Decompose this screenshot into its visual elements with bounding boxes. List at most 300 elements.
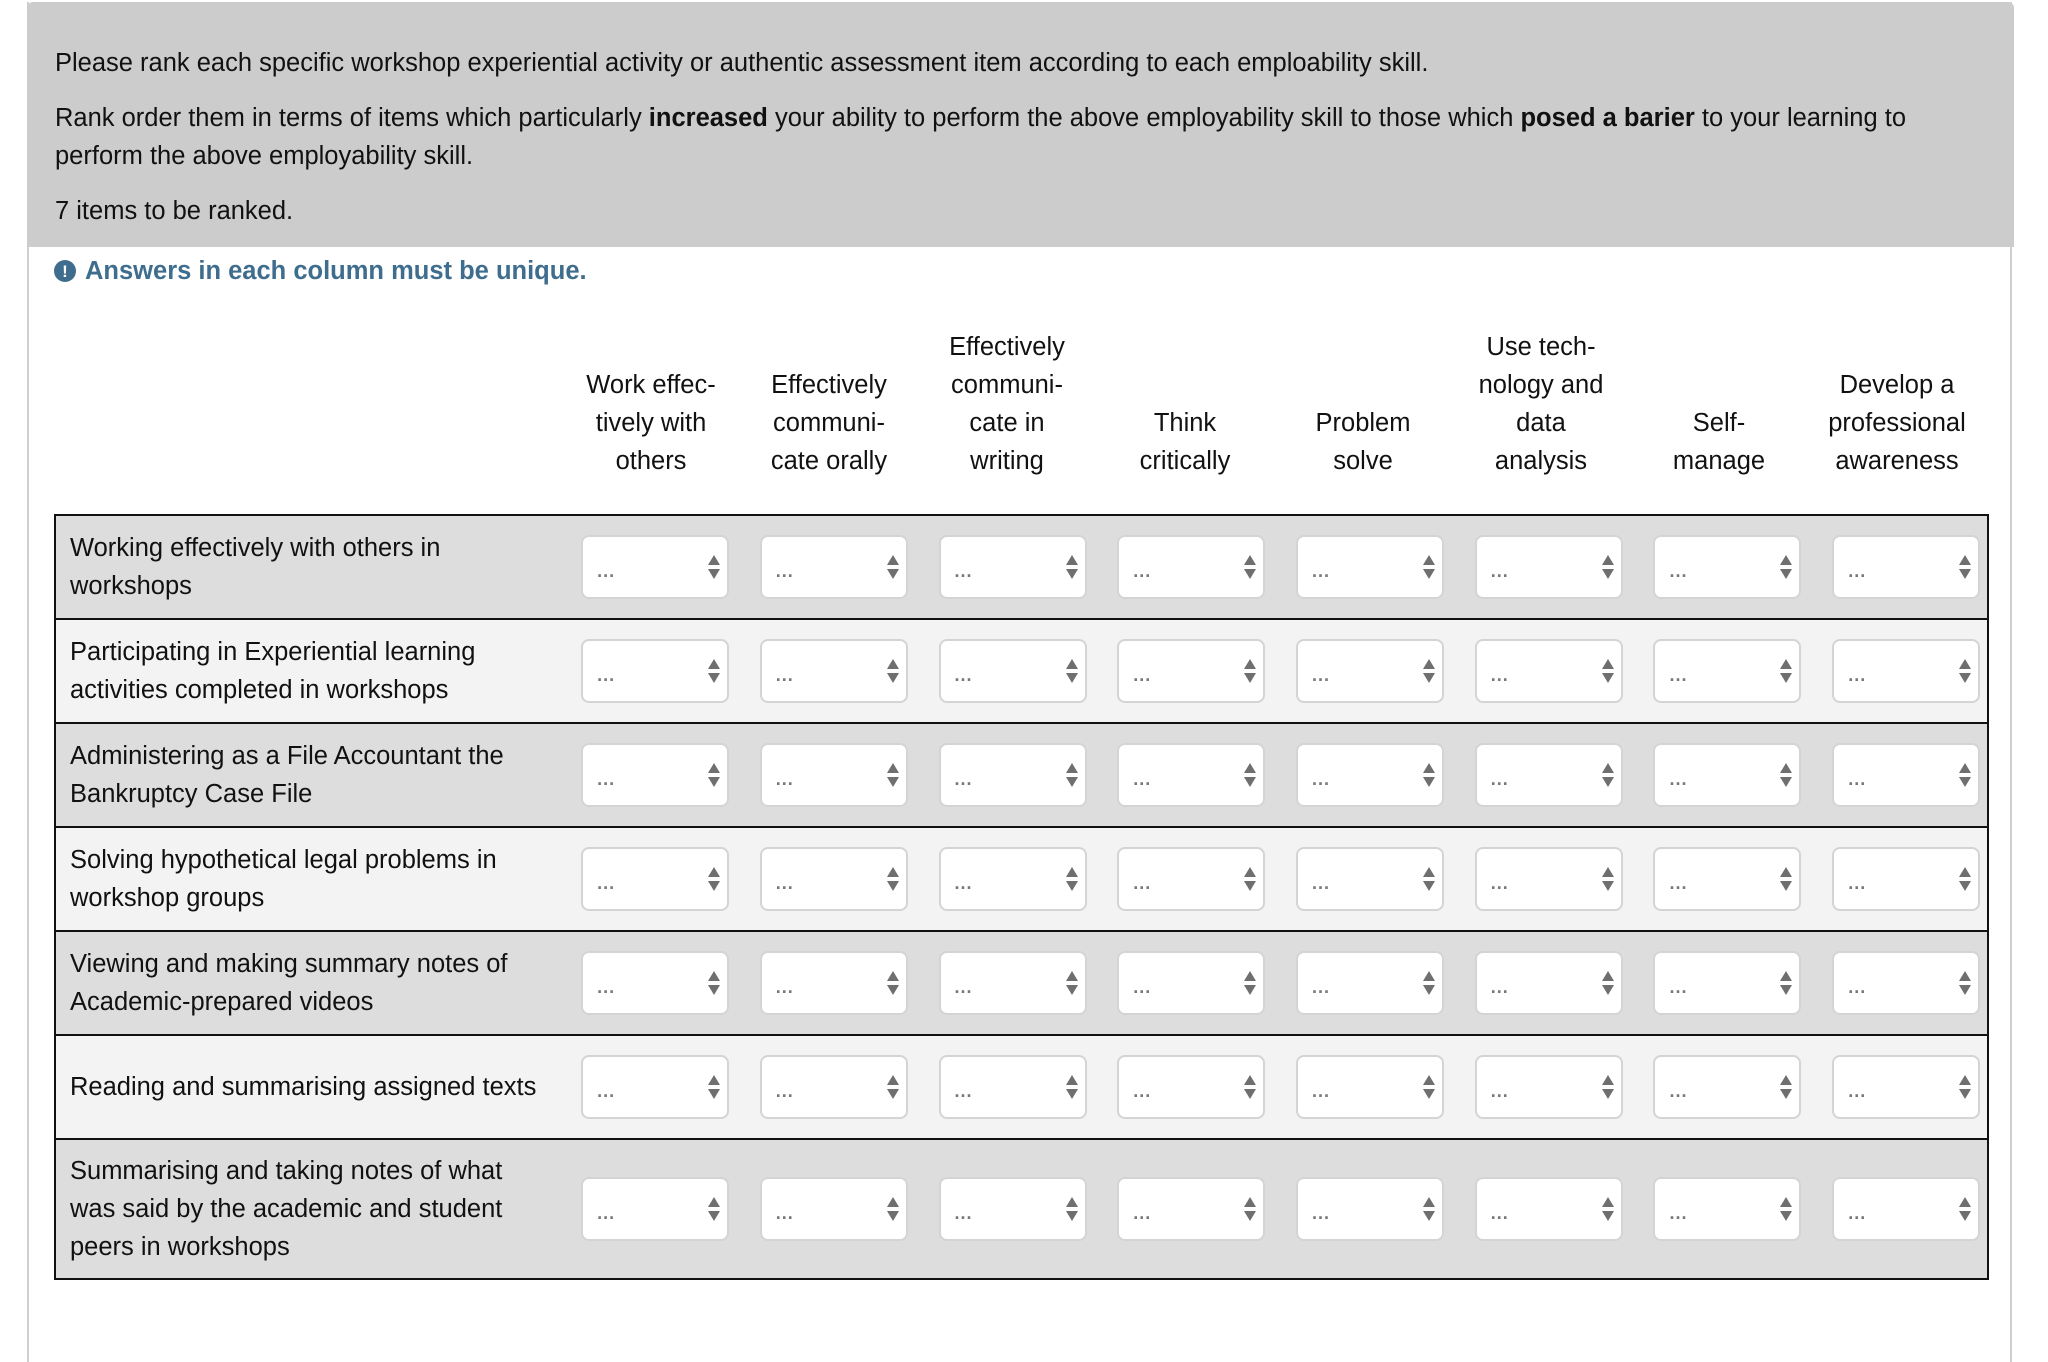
arrow-down-icon — [1423, 985, 1435, 995]
arrow-up-icon — [1423, 555, 1435, 565]
column-header — [744, 330, 914, 480]
up-down-arrows-icon — [1959, 1075, 1970, 1101]
arrow-down-icon — [1780, 1211, 1792, 1221]
instruction-bold-increased: increased — [648, 104, 768, 132]
arrow-up-icon — [1602, 555, 1614, 565]
arrow-up-icon — [887, 971, 899, 981]
rank-cell — [915, 619, 1094, 723]
arrow-down-icon — [1066, 777, 1078, 787]
arrow-down-icon — [1602, 1089, 1614, 1099]
rank-select-value: ... — [1312, 665, 1331, 685]
arrow-down-icon — [708, 1089, 720, 1099]
rank-cell — [1093, 723, 1272, 827]
rank-select-value: ... — [597, 977, 616, 997]
up-down-arrows-icon — [708, 971, 719, 997]
rank-select-value: ... — [597, 665, 616, 685]
up-down-arrows-icon — [1066, 659, 1077, 685]
rank-select-value: ... — [1133, 769, 1152, 789]
column-header-line: writing — [970, 447, 1044, 475]
rank-select-value: ... — [1490, 769, 1509, 789]
column-header — [566, 330, 736, 480]
arrow-up-icon — [708, 971, 720, 981]
rank-cell — [915, 931, 1094, 1035]
rank-cell — [557, 1139, 736, 1279]
arrow-down-icon — [1244, 1211, 1256, 1221]
arrow-up-icon — [1423, 867, 1435, 877]
arrow-up-icon — [1602, 1197, 1614, 1207]
arrow-down-icon — [1423, 1211, 1435, 1221]
arrow-down-icon — [1423, 881, 1435, 891]
arrow-up-icon — [1066, 1075, 1078, 1085]
rank-select-value: ... — [775, 665, 794, 685]
rank-cell — [1808, 931, 1988, 1035]
rank-select-value: ... — [1312, 1081, 1331, 1101]
arrow-down-icon — [708, 985, 720, 995]
rank-select[interactable] — [1832, 847, 1980, 911]
arrow-up-icon — [708, 555, 720, 565]
arrow-down-icon — [887, 777, 899, 787]
rank-select[interactable] — [1832, 639, 1980, 703]
up-down-arrows-icon — [1244, 1075, 1255, 1101]
arrow-up-icon — [1423, 1197, 1435, 1207]
rank-select[interactable] — [1296, 1177, 1444, 1241]
rank-select-value: ... — [1133, 665, 1152, 685]
arrow-up-icon — [1602, 971, 1614, 981]
up-down-arrows-icon — [1066, 1075, 1077, 1101]
rank-cell — [1629, 515, 1808, 619]
up-down-arrows-icon — [1780, 763, 1791, 789]
column-header — [922, 330, 1092, 480]
arrow-up-icon — [708, 659, 720, 669]
rank-cell — [557, 1035, 736, 1139]
arrow-up-icon — [1066, 763, 1078, 773]
instruction-text: Rank order them in terms of items which particularly — [55, 104, 649, 132]
rank-select[interactable] — [581, 743, 729, 807]
up-down-arrows-icon — [1602, 1075, 1613, 1101]
up-down-arrows-icon — [1959, 763, 1970, 789]
rank-cell — [1629, 931, 1808, 1035]
rank-select-value: ... — [1312, 769, 1331, 789]
up-down-arrows-icon — [1423, 555, 1434, 581]
rank-select[interactable] — [1653, 639, 1801, 703]
rank-cell — [1272, 1035, 1451, 1139]
rank-cell — [915, 515, 1094, 619]
column-header-line: Develop a — [1839, 371, 1955, 399]
rank-cell — [1629, 1139, 1808, 1279]
column-header-line: critically — [1139, 447, 1231, 475]
rank-select[interactable] — [1117, 951, 1265, 1015]
rank-select[interactable] — [939, 951, 1087, 1015]
arrow-down-icon — [1602, 673, 1614, 683]
arrow-up-icon — [887, 659, 899, 669]
arrow-up-icon — [887, 867, 899, 877]
rank-select-value: ... — [1133, 873, 1152, 893]
up-down-arrows-icon — [1423, 659, 1434, 685]
rank-select[interactable] — [581, 535, 729, 599]
up-down-arrows-icon — [1244, 867, 1255, 893]
arrow-up-icon — [1602, 867, 1614, 877]
rank-select-value: ... — [1848, 873, 1867, 893]
arrow-down-icon — [1780, 569, 1792, 579]
arrow-up-icon — [1959, 659, 1971, 669]
column-header-line: Self- — [1692, 409, 1746, 437]
up-down-arrows-icon — [708, 555, 719, 581]
instruction-text: your ability to perform the above employability skill to those which — [767, 104, 1521, 132]
rank-select[interactable] — [1653, 1055, 1801, 1119]
rank-select-value: ... — [1490, 665, 1509, 685]
up-down-arrows-icon — [1423, 763, 1434, 789]
rank-cell — [915, 723, 1094, 827]
arrow-down-icon — [1066, 985, 1078, 995]
up-down-arrows-icon — [887, 1075, 898, 1101]
up-down-arrows-icon — [1959, 1197, 1970, 1223]
rank-cell — [1629, 827, 1808, 931]
arrow-up-icon — [708, 1075, 720, 1085]
rank-select-value: ... — [775, 977, 794, 997]
arrow-down-icon — [1780, 985, 1792, 995]
up-down-arrows-icon — [887, 867, 898, 893]
rank-select[interactable] — [760, 847, 908, 911]
rank-cell — [736, 723, 915, 827]
up-down-arrows-icon — [1066, 867, 1077, 893]
rank-select[interactable] — [1832, 743, 1980, 807]
rank-cell — [1093, 515, 1272, 619]
up-down-arrows-icon — [1423, 1075, 1434, 1101]
rank-select[interactable] — [1117, 535, 1265, 599]
arrow-down-icon — [1244, 777, 1256, 787]
arrow-up-icon — [1244, 763, 1256, 773]
arrow-up-icon — [1780, 659, 1792, 669]
column-header — [1456, 330, 1626, 480]
rank-select-value: ... — [775, 1081, 794, 1101]
arrow-down-icon — [1244, 1089, 1256, 1099]
rank-select[interactable] — [1475, 743, 1623, 807]
column-header-line: awareness — [1835, 447, 1959, 475]
up-down-arrows-icon — [887, 659, 898, 685]
table-row — [55, 1035, 1988, 1139]
rank-select-value: ... — [1133, 1081, 1152, 1101]
rank-select-value: ... — [954, 561, 973, 581]
rank-select[interactable] — [581, 1177, 729, 1241]
rank-select[interactable] — [939, 535, 1087, 599]
arrow-up-icon — [1602, 763, 1614, 773]
rank-select[interactable] — [939, 1177, 1087, 1241]
column-header — [1278, 330, 1448, 480]
arrow-up-icon — [1066, 659, 1078, 669]
rank-select-value: ... — [1312, 561, 1331, 581]
rank-cell — [1272, 515, 1451, 619]
arrow-down-icon — [1959, 777, 1971, 787]
column-header-line: Effectively — [771, 371, 887, 399]
arrow-down-icon — [708, 881, 720, 891]
rank-select[interactable] — [1117, 847, 1265, 911]
arrow-down-icon — [1244, 985, 1256, 995]
column-header-line: communi- — [773, 409, 885, 437]
arrow-down-icon — [1602, 881, 1614, 891]
rank-select[interactable] — [939, 639, 1087, 703]
rank-cell — [736, 1139, 915, 1279]
rank-select[interactable] — [1117, 639, 1265, 703]
rank-select-value: ... — [775, 769, 794, 789]
rank-cell — [557, 619, 736, 723]
rank-select[interactable] — [1832, 535, 1980, 599]
rank-cell — [736, 515, 915, 619]
rank-select[interactable] — [1475, 951, 1623, 1015]
exclamation-circle-icon: ! — [54, 260, 76, 282]
rank-select[interactable] — [1832, 1177, 1980, 1241]
arrow-up-icon — [1066, 1197, 1078, 1207]
arrow-up-icon — [1423, 763, 1435, 773]
rank-select[interactable] — [1296, 1055, 1444, 1119]
rank-select[interactable] — [760, 743, 908, 807]
arrow-up-icon — [1244, 971, 1256, 981]
arrow-down-icon — [1959, 569, 1971, 579]
rank-cell — [1272, 619, 1451, 723]
rank-select-value: ... — [597, 873, 616, 893]
arrow-up-icon — [887, 555, 899, 565]
rank-select[interactable] — [581, 639, 729, 703]
rank-select[interactable] — [1117, 1177, 1265, 1241]
rank-select-value: ... — [1848, 665, 1867, 685]
row-label: Administering as a File Accountant the Bankruptcy Case File — [70, 742, 504, 808]
rank-select[interactable] — [939, 1055, 1087, 1119]
arrow-down-icon — [1959, 1089, 1971, 1099]
up-down-arrows-icon — [1066, 555, 1077, 581]
row-label: Reading and summarising assigned texts — [70, 1073, 537, 1101]
rank-cell — [1451, 515, 1630, 619]
rank-select-value: ... — [1133, 1203, 1152, 1223]
table-row — [55, 1139, 1988, 1279]
rank-select-value: ... — [1490, 561, 1509, 581]
rank-cell — [1808, 619, 1988, 723]
arrow-down-icon — [1066, 881, 1078, 891]
up-down-arrows-icon — [887, 555, 898, 581]
arrow-up-icon — [1780, 555, 1792, 565]
up-down-arrows-icon — [1780, 659, 1791, 685]
rank-select[interactable] — [760, 1177, 908, 1241]
rank-select-value: ... — [1312, 873, 1331, 893]
instruction-line-1: Please rank each specific workshop experiential activity or authentic assessment item according to each emploability skill. — [55, 49, 1429, 77]
rank-select[interactable] — [1475, 639, 1623, 703]
rank-select-value: ... — [1848, 1203, 1867, 1223]
rank-select[interactable] — [1475, 535, 1623, 599]
rank-select-value: ... — [1669, 1081, 1688, 1101]
rank-cell — [1629, 723, 1808, 827]
rank-select[interactable] — [1296, 847, 1444, 911]
rank-select-value: ... — [597, 561, 616, 581]
arrow-down-icon — [1780, 881, 1792, 891]
rank-select-value: ... — [597, 1203, 616, 1223]
rank-select[interactable] — [939, 847, 1087, 911]
rank-cell — [1272, 723, 1451, 827]
up-down-arrows-icon — [1602, 971, 1613, 997]
arrow-up-icon — [1244, 1075, 1256, 1085]
arrow-up-icon — [1066, 971, 1078, 981]
rank-select-value: ... — [1312, 1203, 1331, 1223]
rank-select[interactable] — [1475, 1177, 1623, 1241]
rank-select[interactable] — [581, 1055, 729, 1119]
arrow-up-icon — [1244, 867, 1256, 877]
arrow-down-icon — [1244, 881, 1256, 891]
rank-select[interactable] — [760, 639, 908, 703]
rank-select[interactable] — [581, 951, 729, 1015]
rank-select[interactable] — [1832, 951, 1980, 1015]
up-down-arrows-icon — [1959, 555, 1970, 581]
rank-select[interactable] — [581, 847, 729, 911]
column-header-line: cate in — [969, 409, 1045, 437]
rank-cell — [1808, 723, 1988, 827]
arrow-down-icon — [708, 777, 720, 787]
arrow-down-icon — [708, 1211, 720, 1221]
rank-cell — [557, 827, 736, 931]
rank-select[interactable] — [1296, 743, 1444, 807]
rank-select-value: ... — [1669, 873, 1688, 893]
up-down-arrows-icon — [1602, 763, 1613, 789]
column-header-line: cate orally — [770, 447, 888, 475]
rank-cell — [1629, 1035, 1808, 1139]
rank-select[interactable] — [760, 535, 908, 599]
column-header-line: analysis — [1494, 447, 1588, 475]
rank-select-value: ... — [1133, 561, 1152, 581]
rank-select-value: ... — [954, 1081, 973, 1101]
rank-select-value: ... — [775, 561, 794, 581]
up-down-arrows-icon — [1244, 659, 1255, 685]
rank-select-value: ... — [954, 665, 973, 685]
rank-select-value: ... — [1312, 977, 1331, 997]
rank-cell — [736, 1035, 915, 1139]
up-down-arrows-icon — [1244, 763, 1255, 789]
rank-cell — [1272, 931, 1451, 1035]
rank-select-value: ... — [954, 977, 973, 997]
up-down-arrows-icon — [708, 1075, 719, 1101]
arrow-up-icon — [1780, 971, 1792, 981]
up-down-arrows-icon — [1602, 867, 1613, 893]
arrow-down-icon — [887, 673, 899, 683]
arrow-down-icon — [1602, 569, 1614, 579]
rank-select-value: ... — [775, 873, 794, 893]
rank-select[interactable] — [1117, 743, 1265, 807]
arrow-up-icon — [1780, 763, 1792, 773]
arrow-down-icon — [1780, 777, 1792, 787]
rank-select[interactable] — [760, 951, 908, 1015]
column-header-line: solve — [1333, 447, 1393, 475]
arrow-up-icon — [1959, 1075, 1971, 1085]
question-instructions — [27, 2, 2014, 247]
rank-select-value: ... — [1848, 561, 1867, 581]
rank-cell — [1808, 1139, 1988, 1279]
arrow-up-icon — [708, 867, 720, 877]
table-row — [55, 515, 1988, 619]
rank-select[interactable] — [1296, 639, 1444, 703]
validation-warning — [54, 256, 587, 286]
rank-select[interactable] — [1296, 535, 1444, 599]
column-header-line: Effectively — [949, 333, 1065, 361]
up-down-arrows-icon — [1959, 971, 1970, 997]
up-down-arrows-icon — [887, 1197, 898, 1223]
rank-select-value: ... — [1490, 1203, 1509, 1223]
rank-cell — [1808, 1035, 1988, 1139]
column-header-line: nology and — [1478, 371, 1604, 399]
arrow-up-icon — [1959, 867, 1971, 877]
column-header-line: communi- — [951, 371, 1063, 399]
arrow-down-icon — [887, 569, 899, 579]
rank-select[interactable] — [1653, 951, 1801, 1015]
arrow-down-icon — [1959, 985, 1971, 995]
up-down-arrows-icon — [1602, 555, 1613, 581]
rank-select[interactable] — [1475, 847, 1623, 911]
items-count-text: 7 items to be ranked. — [55, 197, 294, 225]
up-down-arrows-icon — [1423, 1197, 1434, 1223]
rank-select[interactable] — [1653, 535, 1801, 599]
arrow-up-icon — [1602, 659, 1614, 669]
arrow-up-icon — [1959, 1197, 1971, 1207]
arrow-up-icon — [1244, 1197, 1256, 1207]
rank-select[interactable] — [1653, 847, 1801, 911]
arrow-down-icon — [1959, 881, 1971, 891]
table-row — [55, 723, 1988, 827]
column-header — [1634, 330, 1804, 480]
up-down-arrows-icon — [1066, 763, 1077, 789]
rank-cell — [1093, 1035, 1272, 1139]
rank-select-value: ... — [954, 1203, 973, 1223]
arrow-up-icon — [1959, 555, 1971, 565]
arrow-down-icon — [708, 673, 720, 683]
up-down-arrows-icon — [708, 867, 719, 893]
column-header-line: Use tech- — [1486, 333, 1596, 361]
up-down-arrows-icon — [1780, 971, 1791, 997]
table-row — [55, 931, 1988, 1035]
rank-select[interactable] — [1475, 1055, 1623, 1119]
rank-cell — [1093, 827, 1272, 931]
rank-select[interactable] — [1653, 1177, 1801, 1241]
table-row — [55, 619, 1988, 723]
rank-select[interactable] — [1296, 951, 1444, 1015]
up-down-arrows-icon — [1780, 1197, 1791, 1223]
rank-select[interactable] — [939, 743, 1087, 807]
rank-select-value: ... — [1848, 977, 1867, 997]
arrow-down-icon — [887, 1089, 899, 1099]
up-down-arrows-icon — [1602, 659, 1613, 685]
rank-select-value: ... — [1490, 977, 1509, 997]
arrow-up-icon — [1066, 555, 1078, 565]
row-label: Solving hypothetical legal problems in workshop groups — [70, 846, 497, 912]
arrow-down-icon — [887, 985, 899, 995]
rank-select-value: ... — [1848, 769, 1867, 789]
arrow-up-icon — [1066, 867, 1078, 877]
rank-cell — [736, 827, 915, 931]
arrow-up-icon — [708, 763, 720, 773]
rank-select[interactable] — [1832, 1055, 1980, 1119]
rank-select[interactable] — [760, 1055, 908, 1119]
up-down-arrows-icon — [1244, 555, 1255, 581]
rank-cell — [1093, 619, 1272, 723]
up-down-arrows-icon — [708, 659, 719, 685]
rank-cell — [557, 931, 736, 1035]
arrow-up-icon — [887, 1197, 899, 1207]
arrow-down-icon — [1602, 1211, 1614, 1221]
rank-select-value: ... — [954, 769, 973, 789]
rank-cell — [736, 619, 915, 723]
arrow-down-icon — [1423, 1089, 1435, 1099]
arrow-up-icon — [1780, 1075, 1792, 1085]
arrow-up-icon — [887, 763, 899, 773]
column-header-line: professional — [1828, 409, 1966, 437]
up-down-arrows-icon — [1244, 971, 1255, 997]
rank-cell — [1629, 619, 1808, 723]
rank-cell — [1272, 1139, 1451, 1279]
rank-select[interactable] — [1653, 743, 1801, 807]
rank-select[interactable] — [1117, 1055, 1265, 1119]
